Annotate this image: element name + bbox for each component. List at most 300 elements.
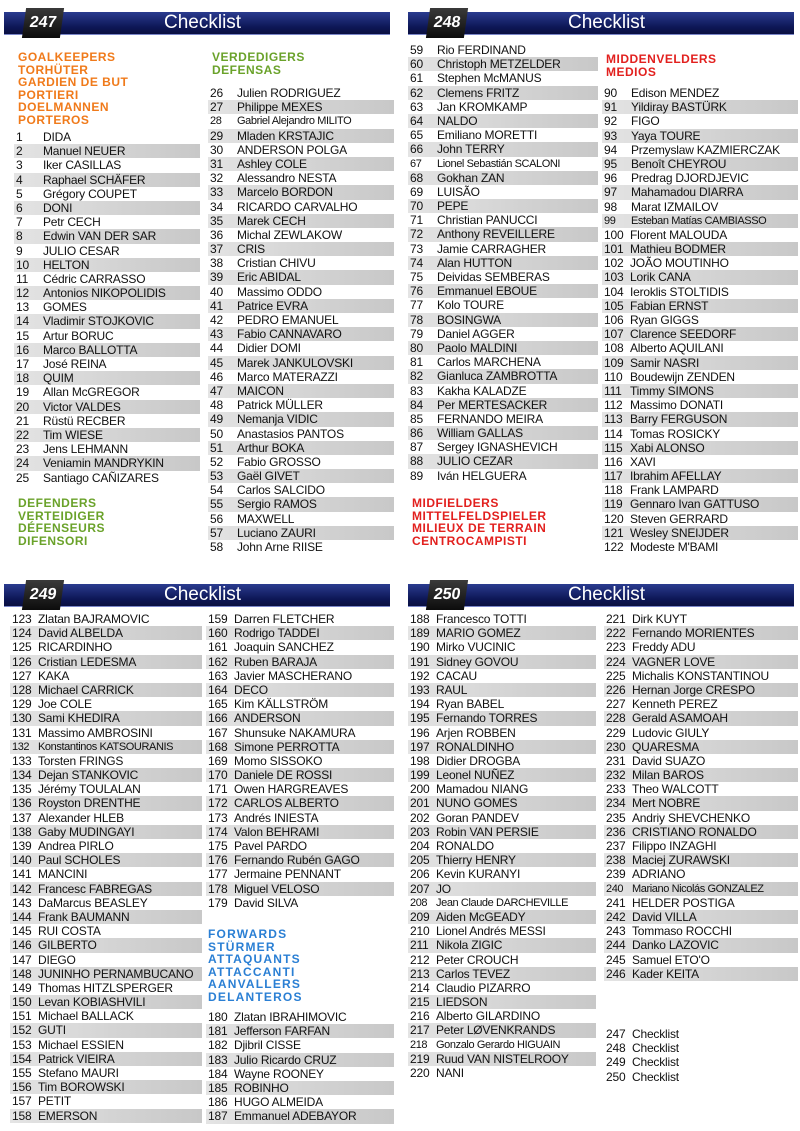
player-name: John TERRY bbox=[437, 142, 505, 157]
card-number: 86 bbox=[410, 426, 423, 441]
checklist-row bbox=[604, 953, 798, 967]
checklist-row bbox=[602, 398, 798, 412]
checklist-row bbox=[208, 228, 394, 242]
card-number: 11 bbox=[16, 271, 29, 286]
card-number: 186 bbox=[208, 1095, 228, 1110]
card-number: 206 bbox=[410, 867, 430, 882]
checklist-row bbox=[208, 114, 394, 128]
card-number: 17 bbox=[16, 357, 29, 371]
player-list-right bbox=[602, 86, 798, 554]
checklist-row bbox=[206, 1067, 394, 1081]
heading-line: DEFENSAS bbox=[212, 62, 282, 77]
card-number: 237 bbox=[606, 839, 626, 853]
forwards-heading bbox=[208, 928, 303, 1003]
player-name: Andrés INIESTA bbox=[234, 810, 319, 825]
player-name: RAUL bbox=[436, 682, 468, 697]
card-number: 152 bbox=[12, 1023, 32, 1038]
player-name: Marat IZMAILOV bbox=[631, 199, 719, 214]
card-number: 125 bbox=[12, 640, 32, 655]
player-name: ROBINHO bbox=[234, 1080, 289, 1095]
checklist-row bbox=[604, 910, 798, 924]
card-number: 75 bbox=[410, 270, 423, 284]
card-number: 161 bbox=[208, 640, 228, 655]
checklist-row bbox=[206, 768, 394, 782]
player-name: Zlatan BAJRAMOVIC bbox=[38, 612, 150, 626]
checklist-row bbox=[602, 427, 798, 441]
player-name: Per MERTESACKER bbox=[437, 397, 548, 412]
checklist-row bbox=[206, 882, 394, 896]
card-number: 218 bbox=[410, 1038, 428, 1051]
card-number: 195 bbox=[410, 711, 430, 726]
card-number: 103 bbox=[604, 270, 624, 285]
player-name: Hernan Jorge CRESPO bbox=[632, 682, 755, 697]
card-number: 172 bbox=[208, 796, 228, 811]
player-name: Nikola ZIGIC bbox=[436, 938, 503, 953]
checklist-row bbox=[604, 726, 798, 740]
card-number: 222 bbox=[606, 626, 626, 641]
checklist-row bbox=[14, 215, 200, 229]
checklist-row bbox=[408, 469, 598, 483]
heading-line: VERDEDIGERS bbox=[212, 50, 305, 64]
player-name: Deividas SEMBERAS bbox=[437, 270, 550, 284]
player-name: Jérémy TOULALAN bbox=[38, 782, 141, 797]
player-name: Mahamadou DIARRA bbox=[631, 185, 744, 200]
checklist-row bbox=[602, 512, 798, 526]
defenders-heading-top bbox=[212, 51, 305, 76]
checklist-row bbox=[408, 1009, 596, 1023]
player-name: Kenneth PEREZ bbox=[632, 697, 718, 712]
checklist-row bbox=[602, 370, 798, 384]
player-name: Maciej ZURAWSKI bbox=[632, 853, 730, 868]
card-number: 60 bbox=[410, 57, 423, 72]
player-name: Frank LAMPARD bbox=[630, 483, 719, 498]
checklist-page-248 bbox=[404, 0, 800, 565]
heading-line: PORTIERI bbox=[18, 87, 79, 102]
checklist-row bbox=[408, 640, 596, 654]
card-number: 167 bbox=[208, 725, 228, 740]
player-name: Clemens FRITZ bbox=[437, 85, 520, 100]
card-number: 58 bbox=[210, 540, 223, 554]
card-number: 118 bbox=[604, 483, 623, 498]
heading-line: MILIEUX DE TERRAIN bbox=[412, 521, 547, 535]
player-name: Luciano ZAURI bbox=[237, 525, 316, 540]
card-number: 48 bbox=[210, 398, 223, 413]
card-number: 108 bbox=[604, 341, 624, 356]
player-name: Sergey IGNASHEVICH bbox=[437, 440, 558, 455]
checklist-row bbox=[602, 242, 798, 256]
player-name: Didier DROGBA bbox=[436, 753, 521, 768]
player-name: Alberto AQUILANI bbox=[630, 341, 724, 356]
player-name: Carlos SALCIDO bbox=[237, 483, 325, 498]
player-name: Vladimir STOJKOVIC bbox=[43, 314, 154, 329]
player-name: Samir NASRI bbox=[630, 355, 700, 370]
checklist-row bbox=[14, 187, 200, 201]
card-number: 137 bbox=[12, 810, 32, 825]
card-number: 61 bbox=[410, 71, 423, 86]
checklist-row bbox=[10, 1109, 202, 1123]
player-name: HELTON bbox=[43, 257, 90, 272]
player-name: Javier MASCHERANO bbox=[234, 668, 352, 683]
card-number: 9 bbox=[16, 243, 23, 258]
checklist-row bbox=[206, 697, 394, 711]
card-number: 4 bbox=[16, 172, 23, 187]
checklist-row bbox=[602, 228, 798, 242]
player-name: MAXWELL bbox=[237, 511, 295, 526]
player-name: Gaby MUDINGAYI bbox=[38, 824, 135, 839]
checklist-row bbox=[206, 1081, 394, 1095]
player-name: DONI bbox=[43, 200, 73, 215]
heading-line: AANVALLERS bbox=[208, 977, 302, 991]
card-number: 236 bbox=[606, 824, 626, 839]
player-name: Djibril CISSE bbox=[234, 1038, 301, 1053]
player-name: EMERSON bbox=[38, 1108, 98, 1123]
card-number: 54 bbox=[210, 483, 223, 498]
player-list-right-top bbox=[206, 612, 394, 910]
card-number: 38 bbox=[210, 256, 223, 271]
checklist-row bbox=[10, 1052, 202, 1066]
card-number: 154 bbox=[12, 1051, 32, 1066]
player-name: KAKA bbox=[38, 668, 70, 683]
checklist-row bbox=[10, 796, 202, 810]
checklist-row bbox=[14, 173, 200, 187]
checklist-row bbox=[208, 100, 394, 114]
player-name: Benoît CHEYROU bbox=[631, 156, 727, 171]
checklist-row bbox=[408, 626, 596, 640]
player-name: Thierry HENRY bbox=[436, 853, 516, 868]
player-name: JOÃO MOUTINHO bbox=[630, 256, 729, 271]
player-list-left bbox=[14, 130, 200, 485]
card-number: 124 bbox=[12, 626, 32, 641]
checklist-row bbox=[604, 811, 798, 825]
player-name: Goran PANDEV bbox=[436, 810, 519, 825]
player-name: Konstantinos KATSOURANIS bbox=[38, 740, 174, 753]
card-number: 80 bbox=[410, 340, 423, 355]
checklist-row bbox=[602, 171, 798, 185]
heading-line: MIDFIELDERS bbox=[412, 496, 499, 510]
player-name: Wayne ROONEY bbox=[234, 1066, 324, 1081]
checklist-row bbox=[208, 483, 394, 497]
card-number: 87 bbox=[410, 440, 423, 455]
checklist-row bbox=[408, 953, 596, 967]
checklist-row bbox=[602, 341, 798, 355]
card-number: 142 bbox=[12, 881, 32, 896]
card-number: 163 bbox=[208, 668, 228, 683]
card-number: 246 bbox=[606, 966, 626, 981]
player-list-left bbox=[10, 612, 202, 1123]
card-number: 141 bbox=[12, 867, 32, 882]
checklist-row bbox=[206, 825, 394, 839]
checklist-row bbox=[206, 1038, 394, 1052]
player-name: Artur BORUC bbox=[43, 328, 114, 343]
card-number: 31 bbox=[210, 156, 223, 171]
checklist-row bbox=[602, 157, 798, 171]
checklist-row bbox=[602, 214, 798, 228]
player-list-right bbox=[208, 86, 394, 554]
checklist-row bbox=[604, 938, 798, 952]
player-name: NALDO bbox=[437, 113, 478, 128]
card-number: 24 bbox=[16, 456, 29, 471]
checklist-row bbox=[10, 867, 202, 881]
card-number: 2 bbox=[16, 144, 23, 159]
player-name: LIEDSON bbox=[436, 995, 488, 1010]
player-name: JO bbox=[436, 881, 451, 896]
player-name: Raphael SCHÄFER bbox=[43, 172, 146, 187]
player-name: Florent MALOUDA bbox=[630, 227, 728, 242]
checklist-row bbox=[408, 440, 598, 454]
card-number: 40 bbox=[210, 284, 223, 299]
card-number: 223 bbox=[606, 640, 626, 655]
checklist-row bbox=[208, 356, 394, 370]
card-number: 233 bbox=[606, 782, 626, 797]
card-number: 168 bbox=[208, 739, 228, 754]
card-number: 56 bbox=[210, 511, 223, 526]
checklist-row bbox=[206, 839, 394, 853]
heading-line: MIDDENVELDERS bbox=[606, 52, 717, 66]
heading-line: FORWARDS bbox=[208, 927, 288, 941]
card-number: 135 bbox=[12, 782, 32, 797]
card-number: 248 bbox=[606, 1041, 626, 1056]
heading-line: DELANTEROS bbox=[208, 989, 303, 1004]
player-name: Yaya TOURE bbox=[631, 128, 701, 143]
player-name: Freddy ADU bbox=[632, 640, 696, 655]
checklist-row bbox=[206, 1095, 394, 1109]
player-name: DIEGO bbox=[38, 952, 76, 967]
checklist-row bbox=[408, 612, 596, 626]
heading-line: PORTEROS bbox=[18, 112, 90, 127]
page-header bbox=[4, 584, 390, 607]
checklist-row bbox=[10, 782, 202, 796]
card-number: 244 bbox=[606, 938, 626, 953]
player-name: HUGO ALMEIDA bbox=[234, 1095, 323, 1110]
checklist-row bbox=[408, 740, 596, 754]
player-list-left bbox=[408, 43, 598, 483]
card-number: 133 bbox=[12, 753, 32, 768]
player-name: Marco BALLOTTA bbox=[43, 342, 138, 357]
checklist-row bbox=[602, 100, 798, 114]
card-number: 23 bbox=[16, 442, 29, 457]
checklist-row bbox=[206, 740, 394, 754]
card-number: 1 bbox=[16, 130, 23, 144]
card-number: 165 bbox=[208, 697, 228, 712]
card-number: 219 bbox=[410, 1051, 430, 1066]
page-title: Checklist bbox=[164, 12, 242, 33]
card-number: 43 bbox=[210, 327, 223, 342]
checklist-row bbox=[408, 327, 598, 341]
player-list-right-top bbox=[604, 612, 798, 981]
card-number: 143 bbox=[12, 895, 32, 910]
card-number: 85 bbox=[410, 411, 423, 426]
checklist-row bbox=[14, 428, 200, 442]
player-name: Cristian LEDESMA bbox=[38, 654, 137, 669]
card-number: 210 bbox=[410, 924, 430, 939]
checklist-row bbox=[208, 270, 394, 284]
page-header bbox=[408, 584, 794, 607]
player-name: Fabio GROSSO bbox=[237, 454, 321, 469]
player-name: Torsten FRINGS bbox=[38, 753, 124, 768]
player-name: Patrice EVRA bbox=[237, 298, 308, 313]
player-name: Massimo ODDO bbox=[237, 284, 322, 299]
checklist-row bbox=[10, 626, 202, 640]
page-number: 247 bbox=[22, 8, 64, 38]
checklist-row bbox=[10, 811, 202, 825]
card-number: 148 bbox=[12, 966, 32, 981]
player-name: Iker CASILLAS bbox=[43, 158, 122, 173]
card-number: 203 bbox=[410, 824, 430, 839]
page-number: 248 bbox=[426, 8, 468, 38]
player-name: Alexander HLEB bbox=[38, 810, 124, 825]
checklist-row bbox=[208, 469, 394, 483]
card-number: 187 bbox=[208, 1109, 228, 1124]
checklist-row bbox=[14, 201, 200, 215]
card-number: 162 bbox=[208, 654, 228, 669]
player-name: Esteban Matías CAMBIASSO bbox=[631, 214, 767, 227]
checklist-row bbox=[14, 343, 200, 357]
player-name: GOMES bbox=[43, 300, 87, 315]
card-number: 159 bbox=[208, 612, 228, 626]
checklist-row bbox=[208, 497, 394, 511]
player-name: Boudewijn ZENDEN bbox=[630, 369, 735, 384]
checklist-row bbox=[208, 242, 394, 256]
player-name: Gianluca ZAMBROTTA bbox=[437, 369, 558, 384]
card-number: 88 bbox=[410, 454, 423, 469]
card-number: 189 bbox=[410, 626, 430, 641]
player-name: Sami KHEDIRA bbox=[38, 711, 120, 726]
card-number: 157 bbox=[12, 1094, 32, 1109]
checklist-row bbox=[408, 256, 598, 270]
player-name: Eric ABIDAL bbox=[237, 270, 301, 285]
card-number: 50 bbox=[210, 426, 223, 441]
card-number: 69 bbox=[410, 184, 423, 199]
checklist-row bbox=[208, 129, 394, 143]
card-number: 217 bbox=[410, 1023, 430, 1038]
player-name: Mamadou NIANG bbox=[436, 782, 529, 797]
player-name: Marcelo BORDON bbox=[237, 185, 333, 200]
player-name: Victor VALDES bbox=[43, 399, 121, 414]
checklist-row bbox=[408, 938, 596, 952]
checklist-row bbox=[208, 540, 394, 554]
player-name: Kader KEITA bbox=[632, 966, 699, 981]
card-number: 174 bbox=[208, 824, 228, 839]
player-name: Rodrigo TADDEI bbox=[234, 626, 320, 641]
checklist-row bbox=[10, 1038, 202, 1052]
checklist-row bbox=[208, 214, 394, 228]
player-name: Jamie CARRAGHER bbox=[437, 241, 547, 256]
card-number: 91 bbox=[604, 100, 617, 115]
player-name: JUNINHO PERNAMBUCANO bbox=[38, 966, 194, 981]
card-number: 170 bbox=[208, 768, 228, 783]
player-name: Massimo AMBROSINI bbox=[38, 725, 153, 740]
player-name: Ryan BABEL bbox=[436, 697, 505, 712]
player-name: Danko LAZOVIC bbox=[632, 938, 719, 953]
checklist-row bbox=[208, 157, 394, 171]
checklist-row bbox=[408, 669, 596, 683]
card-number: 67 bbox=[410, 157, 422, 170]
card-number: 34 bbox=[210, 199, 223, 214]
checklist-row bbox=[14, 400, 200, 414]
card-number: 51 bbox=[210, 440, 223, 455]
player-name: Francesc FABREGAS bbox=[38, 881, 152, 896]
card-number: 10 bbox=[16, 257, 29, 272]
checklist-row bbox=[10, 697, 202, 711]
checklist-row bbox=[604, 967, 798, 981]
card-number: 182 bbox=[208, 1038, 228, 1053]
player-name: Jean Claude DARCHEVILLE bbox=[436, 896, 569, 909]
checklist-row bbox=[14, 158, 200, 172]
checklist-row bbox=[408, 355, 598, 369]
player-name: Alan HUTTON bbox=[437, 255, 512, 270]
card-number: 100 bbox=[604, 227, 624, 242]
checklist-row bbox=[10, 1094, 202, 1108]
card-number: 188 bbox=[410, 612, 430, 626]
player-name: Christian PANUCCI bbox=[437, 213, 538, 228]
player-name: Michael CARRICK bbox=[38, 682, 134, 697]
checklist-row bbox=[408, 100, 598, 114]
card-number: 136 bbox=[12, 796, 32, 811]
card-number: 224 bbox=[606, 654, 626, 669]
card-number: 138 bbox=[12, 824, 32, 839]
card-number: 196 bbox=[410, 725, 430, 740]
checklist-row bbox=[604, 640, 798, 654]
player-name: Checklist bbox=[632, 1069, 679, 1084]
checklist-row bbox=[602, 497, 798, 511]
page-title: Checklist bbox=[164, 584, 242, 605]
player-name: Darren FLETCHER bbox=[234, 612, 335, 626]
checklist-row bbox=[206, 711, 394, 725]
player-name: Momo SISSOKO bbox=[234, 753, 323, 768]
checklist-list bbox=[604, 1027, 798, 1084]
card-number: 122 bbox=[604, 540, 624, 554]
checklist-row bbox=[408, 128, 598, 142]
checklist-row bbox=[408, 896, 596, 910]
player-name: FERNANDO MEIRA bbox=[437, 411, 543, 426]
checklist-row bbox=[602, 313, 798, 327]
player-name: Simone PERROTTA bbox=[234, 739, 340, 754]
checklist-row bbox=[14, 229, 200, 243]
player-name: Arthur BOKA bbox=[237, 440, 305, 455]
checklist-row bbox=[602, 299, 798, 313]
player-name: Dirk KUYT bbox=[632, 612, 687, 626]
player-name: HELDER POSTIGA bbox=[632, 895, 735, 910]
checklist-row bbox=[408, 284, 598, 298]
player-name: Claudio PIZARRO bbox=[436, 980, 531, 995]
card-number: 82 bbox=[410, 369, 423, 384]
checklist-row bbox=[408, 924, 596, 938]
card-number: 102 bbox=[604, 256, 624, 271]
checklist-row bbox=[206, 896, 394, 910]
player-name: Fabian ERNST bbox=[630, 298, 709, 313]
player-name: Wesley SNEIJDER bbox=[630, 525, 729, 540]
player-name: BOSINGWA bbox=[437, 312, 501, 327]
checklist-row bbox=[408, 454, 598, 468]
player-name: GILBERTO bbox=[38, 938, 97, 953]
card-number: 126 bbox=[12, 654, 32, 669]
card-number: 107 bbox=[604, 327, 624, 342]
card-number: 15 bbox=[16, 328, 29, 343]
checklist-row bbox=[408, 1066, 596, 1080]
card-number: 104 bbox=[604, 284, 624, 299]
player-name: Kakha KALADZE bbox=[437, 383, 527, 398]
card-number: 211 bbox=[410, 938, 429, 953]
checklist-row bbox=[10, 612, 202, 626]
card-number: 214 bbox=[410, 980, 430, 995]
player-name: Sergio RAMOS bbox=[237, 497, 317, 512]
card-number: 185 bbox=[208, 1080, 228, 1095]
player-name: Valon BEHRAMI bbox=[234, 824, 320, 839]
player-name: Kevin KURANYI bbox=[436, 867, 521, 882]
checklist-row bbox=[604, 924, 798, 938]
card-number: 63 bbox=[410, 99, 423, 114]
checklist-row bbox=[10, 683, 202, 697]
